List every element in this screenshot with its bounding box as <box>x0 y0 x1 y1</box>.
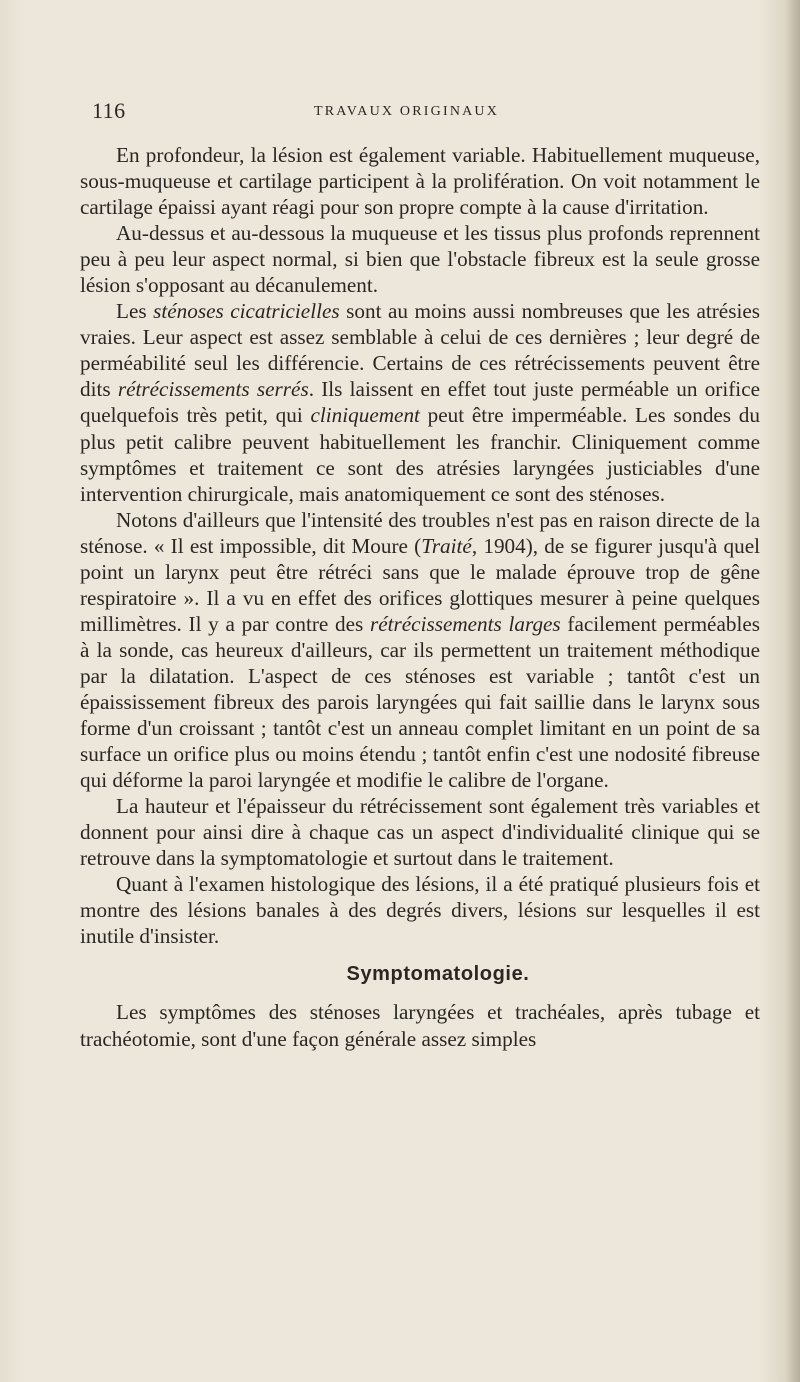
paragraph-3 <box>80 298 760 506</box>
paragraph-4 <box>80 507 760 794</box>
paragraph-1: En profondeur, la lésion est également variable. Habituellement muqueuse, sous-muqueuse et cartilage participent à la prolifération. On voit notamment le cartilage épaissi ayant réagi pour son propre compte à la cause d'irritation. <box>80 143 760 220</box>
italic-term: sténoses cicatricielles <box>153 299 340 324</box>
text-run: . Ils laissent en effet tout juste perméable un orifice quelquefois très petit, qui <box>80 377 760 428</box>
running-title: TRAVAUX ORIGINAUX <box>314 104 500 119</box>
book-spine-shadow <box>786 0 800 1382</box>
section-heading <box>80 959 760 989</box>
text-run: , 1904), de se figurer jusqu'à quel point un larynx peut être rétréci sans que le malade éprouve trop de gêne respiratoire ». Il a vu en effet des orifices glottiques mesurer à peine quelques millimètres. Il y a par contre des <box>80 533 760 636</box>
paragraph-5: La hauteur et l'épaisseur du rétrécissement sont également très variables et donnent pour ainsi dire à chaque cas un aspect d'individualité clinique qui se retrouve dans la symptomatologie et surtout dans le traitement. <box>80 794 760 871</box>
text-run: facilement perméables à la sonde, cas heureux d'ailleurs, car ils permettent un traitement méthodique par la dilatation. L'aspect de ces sténoses est variable ; tantôt c'est un épaississement fibreux des parois laryngées qui fait saillie dans le larynx sous forme d'un croissant ; tantôt c'est un anneau complet limitant en un point de sa surface un orifice plus ou moins étendu ; tantôt enfin c'est une nodosité fibreuse qui déforme la paroi laryngée et modifie le calibre de l'organe. <box>80 611 760 793</box>
italic-term: cliniquement <box>310 403 420 428</box>
paragraph-7: Les symptômes des sténoses laryngées et trachéales, après tubage et trachéotomie, sont d'une façon générale assez simples <box>80 1000 760 1051</box>
text-run: Les <box>116 299 154 324</box>
text-run: Notons d'ailleurs que l'intensité des troubles n'est pas en raison directe de la sténose. « Il est impossible, dit Moure ( <box>80 507 760 558</box>
text-run: peut être imperméable. Les sondes du plus petit calibre peuvent habituellement les franchir. Cliniquement comme symptômes et traitement ce sont des atrésies laryngées justiciables d'une intervention chirurgicale, mais anatomiquement ce sont des sténoses. <box>80 403 760 506</box>
paragraph-2: Au-dessus et au-dessous la muqueuse et les tissus plus profonds reprennent peu à peu leur aspect normal, si bien que l'obstacle fibreux est la seule grosse lésion s'opposant au décanulement. <box>80 221 760 298</box>
italic-term: rétrécissements larges <box>369 611 561 636</box>
body-text <box>80 142 760 1052</box>
page-number: 116 <box>92 98 126 123</box>
italic-term: rétrécissements serrés <box>117 377 309 402</box>
section-heading-text: Symptomatologie. <box>346 963 530 986</box>
paragraph-6: Quant à l'examen histologique des lésions, il a été pratiqué plusieurs fois et montre des lésions banales à des degrés divers, lésions sur lesquelles il est inutile d'insister. <box>80 872 760 949</box>
italic-term: Traité <box>421 533 472 558</box>
page-header <box>92 98 760 130</box>
text-run: sont au moins aussi nombreuses que les atrésies vraies. Leur aspect est assez semblable à celui de ces dernières ; leur degré de perméabilité seul les différencie. Certains de ces rétrécissements peuvent être dits <box>80 299 760 402</box>
